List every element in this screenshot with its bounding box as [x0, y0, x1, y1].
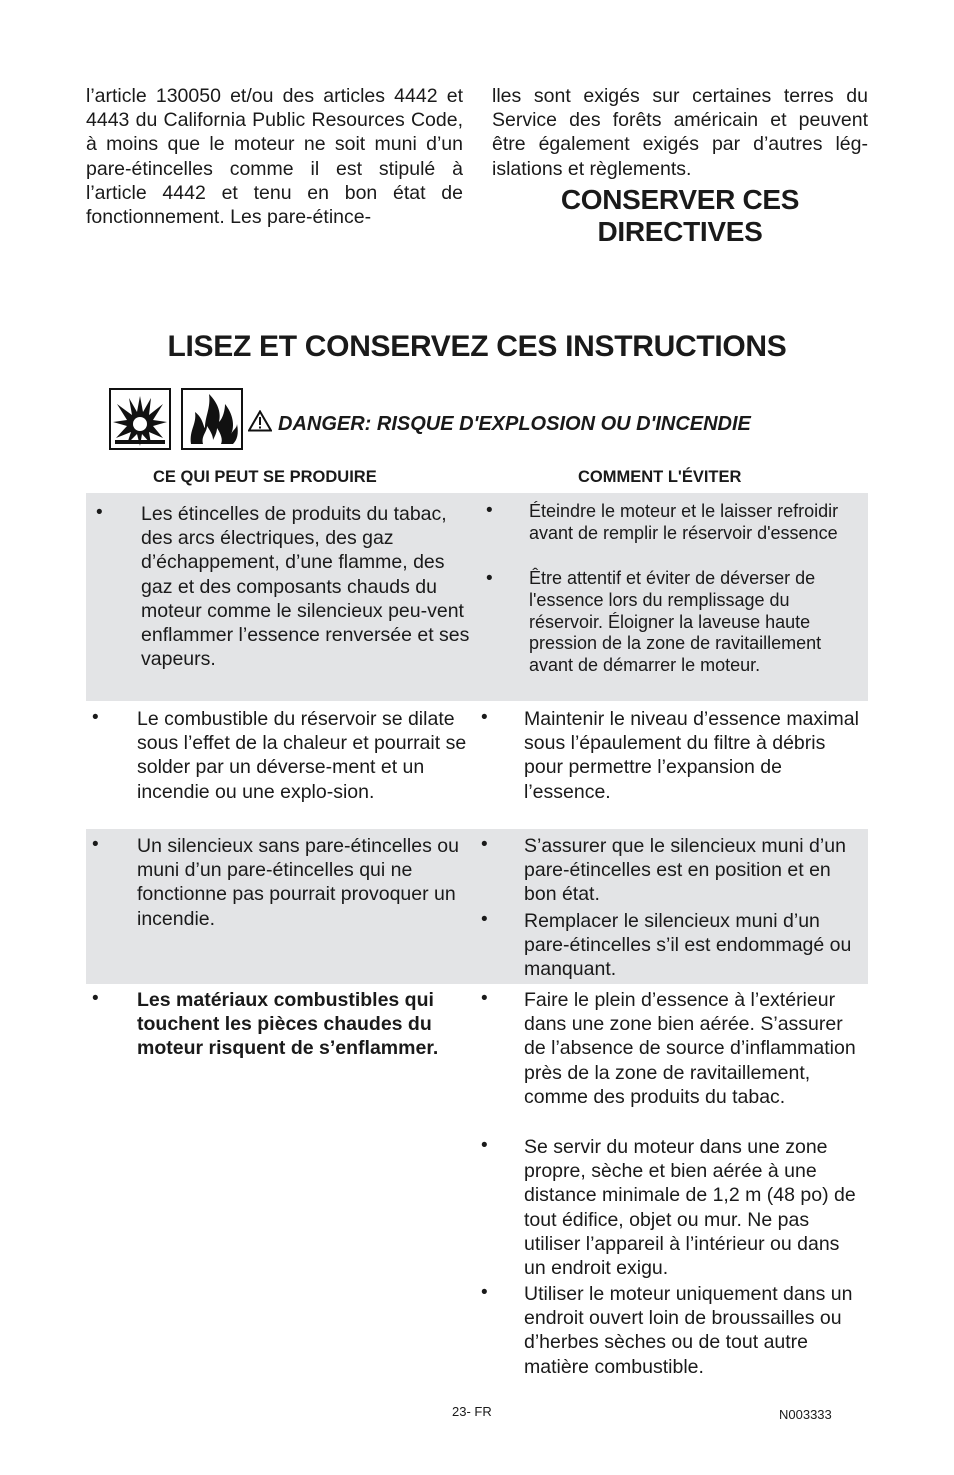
bullet: •: [486, 500, 493, 521]
bullet: •: [481, 707, 488, 728]
main-title: LISEZ ET CONSERVEZ CES INSTRUCTIONS: [167, 330, 787, 363]
remedy-text: Faire le plein d’essence à l’extérieur dans une zone bien aérée. S’assurer de l’absence de source d’inflammation près de la zone de ravitaillement, comme des produits du tabac.: [524, 989, 856, 1108]
bullet: •: [481, 1135, 488, 1156]
remedy-text: Remplacer le silencieux muni d’un pare-étincelles s’il est endommagé ou manquant.: [524, 910, 852, 981]
danger-warning: [248, 410, 751, 438]
save-directives-heading: CONSERVER CES DIRECTIVES: [560, 184, 800, 247]
intro-left-paragraph: l’article 130050 et/ou des articles 4442 et 4443 du California Public Resources Code, à moins que le moteur ne soit muni d’un pare-étincelles comme il est stipulé à l’article 4442 et tenu en bon état de fonctionnement. Les pare-étince-: [86, 85, 463, 229]
column-header-cause: CE QUI PEUT SE PRODUIRE: [153, 468, 377, 486]
cause-text: Les étincelles de produits du tabac, des arcs électriques, des gaz d’échappement, d’une flamme, des gaz et des composants chauds du moteur comme le silencieux peu-vent enflammer l’essence renversée et ses vapeurs.: [141, 503, 470, 671]
remedy-text: Maintenir le niveau d’essence maximal sous l’épaulement du filtre à débris pour permettre l’expansion de l’essence.: [524, 708, 859, 803]
bullet: •: [481, 988, 488, 1009]
hazard-icons: [109, 388, 249, 450]
bullet: •: [92, 834, 99, 855]
bullet: •: [486, 568, 493, 589]
explosion-icon: [109, 388, 171, 450]
remedy-text: Se servir du moteur dans une zone propre, sèche et bien aérée à une distance minimale de 1,2 m (48 po) de tout édifice, objet ou mur. Ne pas utiliser l’appareil à l’intérieur ou dans un endroit exigu.: [524, 1136, 856, 1280]
bullet: •: [481, 834, 488, 855]
cause-text: Un silencieux sans pare-étincelles ou muni d’un pare-étincelles qui ne fonctionne pas pourrait provoquer un incendie.: [137, 835, 459, 930]
column-header-remedy: COMMENT L'ÉVITER: [578, 468, 742, 486]
bullet: •: [96, 502, 103, 523]
fire-icon: [181, 388, 243, 450]
document-code: N003333: [779, 1407, 832, 1422]
cause-text: Le combustible du réservoir se dilate sous l’effet de la chaleur et pourrait se solder par un déverse-ment et un incendie ou une explo-sion.: [137, 708, 467, 803]
remedy-text: Être attentif et éviter de déverser de l'essence lors du remplissage du réservoir. Éloigner la laveuse haute pression de la zone de ravitaillement avant de démarrer le moteur.: [529, 568, 822, 676]
intro-right-paragraph: lles sont exigés sur certaines terres du Service des forêts américain et peuvent être également exigés par d’autres lég-islations et règlements.: [492, 85, 868, 180]
page-number: 23- FR: [452, 1404, 492, 1419]
cause-text: Les matériaux combustibles qui touchent les pièces chaudes du moteur risquent de s’enflammer.: [137, 989, 439, 1060]
bullet: •: [92, 988, 99, 1009]
warning-triangle-icon: [248, 410, 272, 438]
bullet: •: [481, 1282, 488, 1303]
bullet: •: [92, 707, 99, 728]
remedy-text: Utiliser le moteur uniquement dans un endroit ouvert loin de broussailles ou d’herbes sèches ou de tout autre matière combustible.: [524, 1283, 853, 1378]
danger-text: DANGER: RISQUE D'EXPLOSION OU D'INCENDIE: [278, 412, 751, 435]
bullet: •: [481, 909, 488, 930]
remedy-text: S’assurer que le silencieux muni d’un pare-étincelles est en position et en bon état.: [524, 835, 846, 906]
remedy-text: Éteindre le moteur et le laisser refroidir avant de remplir le réservoir d'essence: [529, 501, 839, 543]
